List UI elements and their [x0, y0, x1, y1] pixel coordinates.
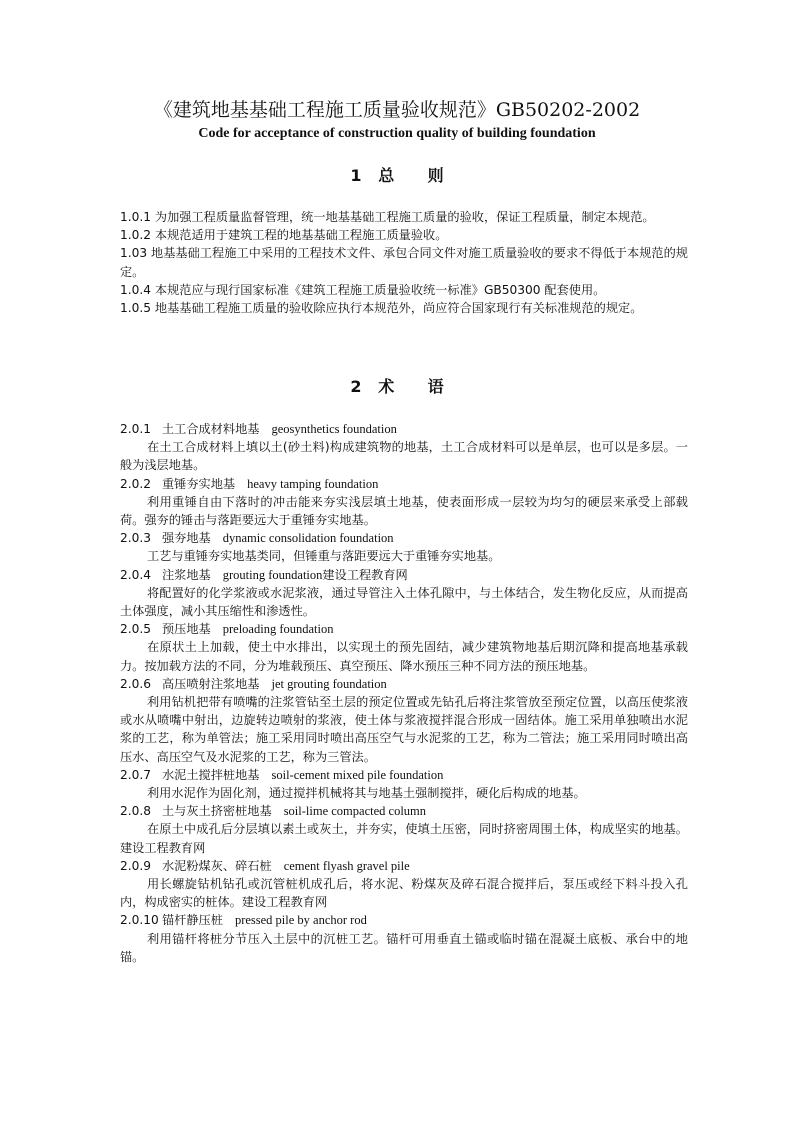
term-description: 利用锚杆将桩分节压入土层中的沉桩工艺。锚杆可用垂直土锚或临时锚在混凝土底板、承台中的地锚。: [120, 931, 688, 964]
term-heading: [120, 475, 688, 493]
term-heading: [120, 529, 688, 547]
term-2-0-10: [120, 911, 688, 966]
term-chinese-name: 水泥粉煤灰、碎石桩: [162, 858, 272, 873]
term-number: 2.0.5: [120, 622, 152, 637]
chapter-2-heading: [0, 376, 794, 398]
term-heading: [120, 420, 688, 438]
term-number: 2.0.2: [120, 476, 152, 491]
term-2-0-3: [120, 529, 688, 565]
chapter-1-heading-text: 1 总 则: [350, 166, 444, 185]
term-description: 利用重锤自由下落时的冲击能来夯实浅层填土地基，使表面形成一层较为均匀的硬层来承受上部载荷。强夯的锤击与落距要远大于重锤夯实地基。: [120, 494, 688, 528]
general-provisions: [120, 208, 688, 317]
chapter-2-heading-text: 2 术 语: [350, 377, 444, 396]
term-english-name: grouting foundation: [222, 567, 323, 582]
term-number: 2.0.10: [120, 913, 159, 928]
term-heading: [120, 620, 688, 638]
term-2-0-6: [120, 675, 688, 766]
term-english-name: geosynthetics foundation: [271, 422, 397, 436]
term-english-name: cement flyash gravel pile: [283, 858, 410, 873]
term-2-0-4: [120, 566, 688, 621]
chapter-1-heading: [0, 165, 794, 187]
term-number: 2.0.3: [120, 531, 152, 546]
term-description: 将配置好的化学浆液或水泥浆液，通过导管注入土体孔隙中，与土体结合，发生物化反应，从而提高土体强度，减小其压缩性和渗透性。: [120, 585, 688, 619]
term-heading: [120, 802, 688, 820]
term-description: 在原土中成孔后分层填以素土或灰土，并夯实，使填土压密，同时挤密周围土体，构成坚实的地基。建设工程教育网: [120, 822, 688, 855]
term-chinese-name: 土与灰土挤密桩地基: [162, 804, 272, 819]
term-heading: [120, 566, 688, 584]
term-chinese-name: 重锤夯实地基: [162, 476, 236, 491]
term-english-name: preloading foundation: [222, 622, 334, 637]
term-chinese-name: 锚杆静压桩: [162, 913, 223, 928]
term-description: 工艺与重锤夯实地基类同，但锤重与落距要远大于重锤夯实地基。: [147, 549, 501, 564]
term-number: 2.0.1: [120, 422, 152, 436]
clause-1-0-1: 1.0.1 为加强工程质量监督管理，统一地基基础工程施工质量的验收，保证工程质量，制定本规范。: [120, 210, 655, 224]
term-description: 利用钻机把带有喷嘴的注浆管钻至土层的预定位置或先钻孔后将注浆管放至预定位置，以高压使浆液或水从喷嘴中射出，边旋转边喷射的浆液，使土体与浆液搅拌混合形成一固结体。施工采用单独喷出水泥浆的工艺，称为单管法；施工采用同时喷出高压空气与水泥浆的工艺，称为二管法；施工采用同时喷出高压水、高压空气及水泥浆的工艺，称为三管法。: [120, 695, 688, 764]
clause-1-0-4: 1.0.4 本规范应与现行国家标准《建筑工程施工质量验收统一标准》GB50300 配套使用。: [120, 282, 606, 297]
term-chinese-name: 注浆地基: [162, 567, 211, 582]
term-description: 利用水泥作为固化剂，通过搅拌机械将其与地基土强制搅拌，硬化后构成的地基。: [147, 786, 586, 801]
term-heading: [120, 911, 688, 929]
term-number: 2.0.8: [120, 804, 152, 819]
term-number: 2.0.6: [120, 676, 152, 691]
term-extra-note: 建设工程教育网: [322, 567, 408, 582]
clause-1-0-2: 1.0.2 本规范适用于建筑工程的地基基础工程施工质量验收。: [120, 228, 448, 243]
term-english-name: soil-cement mixed pile foundation: [271, 767, 444, 782]
term-heading: [120, 857, 688, 875]
term-heading: [120, 675, 688, 693]
term-heading: [120, 766, 688, 784]
term-english-name: heavy tamping foundation: [247, 476, 379, 491]
term-description: 在原状土上加载，使土中水排出，以实现土的预先固结，减少建筑物地基后期沉降和提高地基承载力。按加载方法的不同，分为堆载预压、真空预压、降水预压三种不同方法的预压地基。: [120, 640, 688, 673]
term-english-name: jet grouting foundation: [271, 676, 387, 691]
term-chinese-name: 预压地基: [162, 622, 211, 637]
term-english-name: pressed pile by anchor rod: [234, 913, 367, 928]
term-chinese-name: 强夯地基: [162, 531, 211, 546]
term-2-0-9: [120, 857, 688, 912]
term-2-0-7: [120, 766, 688, 802]
term-description: 用长螺旋钻机钻孔或沉管桩机成孔后，将水泥、粉煤灰及碎石混合搅拌后，泵压或经下料斗投入孔内，构成密实的桩体。建设工程教育网: [120, 877, 688, 910]
clause-1-0-5: 1.0.5 地基基础工程施工质量的验收除应执行本规范外，尚应符合国家现行有关标准规范的规定。: [120, 301, 643, 316]
term-english-name: dynamic consolidation foundation: [222, 531, 394, 546]
term-number: 2.0.4: [120, 567, 152, 582]
clause-1-0-3: 1.03 地基基础工程施工中采用的工程技术文件、承包合同文件对施工质量验收的要求不得低于本规范的规定。: [120, 246, 688, 279]
document-subtitle: Code for acceptance of construction quality of building foundation: [198, 126, 596, 141]
term-english-name: soil-lime compacted column: [283, 804, 427, 819]
term-2-0-1: [120, 420, 688, 475]
term-chinese-name: 水泥土搅拌桩地基: [162, 767, 260, 782]
term-2-0-8: [120, 802, 688, 857]
terms-section: [120, 420, 688, 966]
term-2-0-5: [120, 620, 688, 675]
term-chinese-name: 土工合成材料地基: [162, 422, 260, 436]
term-description: 在土工合成材料上填以土(砂土料)构成建筑物的地基，土工合成材料可以是单层，也可以是多层。一般为浅层地基。: [120, 440, 688, 473]
term-chinese-name: 高压喷射注浆地基: [162, 676, 260, 691]
term-number: 2.0.9: [120, 858, 152, 873]
term-number: 2.0.7: [120, 767, 152, 782]
document-title: 《建筑地基基础工程施工质量验收规范》GB50202-2002: [153, 99, 641, 121]
term-2-0-2: [120, 475, 688, 530]
